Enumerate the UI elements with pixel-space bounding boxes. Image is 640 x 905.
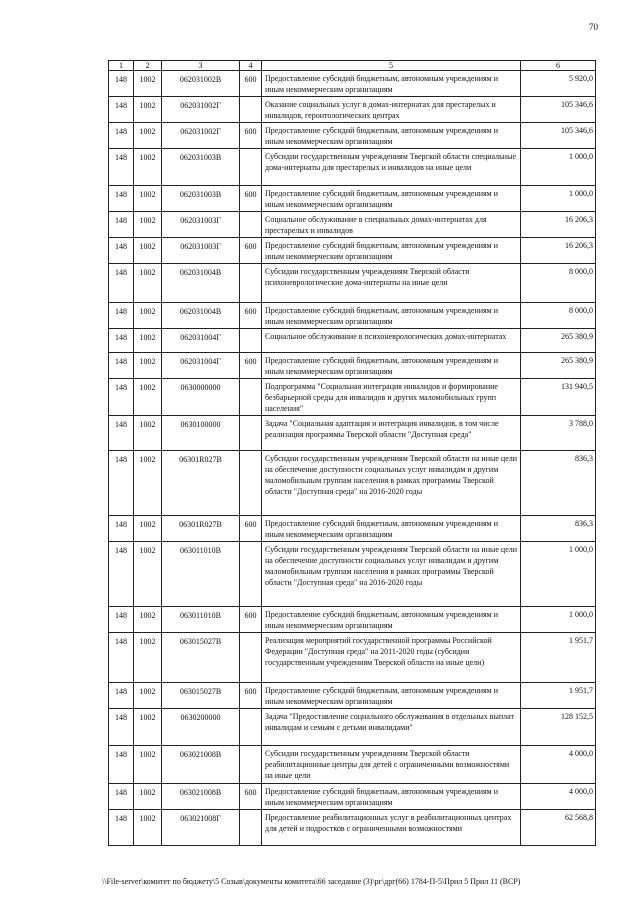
table-row (109, 353, 596, 379)
cell-section-code: 1002 (134, 746, 162, 784)
table-row (109, 607, 596, 633)
cell-admin-code: 148 (109, 633, 134, 683)
column-header-4: 4 (240, 61, 262, 71)
cell-expense-type (240, 264, 262, 303)
cell-section-code: 1002 (134, 123, 162, 149)
cell-expense-type (240, 709, 262, 746)
table-row (109, 709, 596, 746)
cell-amount: 105 346,6 (521, 123, 596, 149)
cell-target-article: 062031003Г (162, 238, 240, 264)
cell-section-code: 1002 (134, 149, 162, 186)
cell-expense-type (240, 810, 262, 846)
cell-expense-type: 600 (240, 123, 262, 149)
cell-expense-type: 600 (240, 186, 262, 212)
cell-admin-code: 148 (109, 212, 134, 238)
cell-admin-code: 148 (109, 683, 134, 709)
cell-description: Предоставление реабилитационных услуг в реабилитационных центрах для детей и подростков с ограниченными возможностями (262, 810, 521, 846)
table-row (109, 97, 596, 123)
cell-target-article: 0630200000 (162, 709, 240, 746)
cell-description: Социальное обслуживание в психоневрологических домах-интернатах (262, 329, 521, 353)
table-row (109, 746, 596, 784)
cell-description: Оказание социальных услуг в домах-интернатах для престарелых и инвалидов, геронтологических центрах (262, 97, 521, 123)
table-row (109, 683, 596, 709)
cell-admin-code: 148 (109, 71, 134, 97)
cell-amount: 4 000,0 (521, 784, 596, 810)
cell-section-code: 1002 (134, 71, 162, 97)
cell-target-article: 062031003В (162, 149, 240, 186)
table-row (109, 516, 596, 542)
cell-expense-type: 600 (240, 784, 262, 810)
cell-expense-type (240, 149, 262, 186)
cell-section-code: 1002 (134, 683, 162, 709)
cell-description: Субсидии государственным учреждениям Тверской области специальные дома-интернаты для престарелых и инвалидов на иные цели (262, 149, 521, 186)
cell-admin-code: 148 (109, 123, 134, 149)
cell-amount: 5 920,0 (521, 71, 596, 97)
cell-section-code: 1002 (134, 379, 162, 416)
cell-admin-code: 148 (109, 810, 134, 846)
cell-admin-code: 148 (109, 186, 134, 212)
table-row (109, 238, 596, 264)
cell-description: Задача "Социальная адаптация и интеграция инвалидов, в том числе реализация программы Тверской области "Доступная среда" (262, 416, 521, 451)
cell-section-code: 1002 (134, 186, 162, 212)
cell-target-article: 0630000000 (162, 379, 240, 416)
cell-amount: 16 206,3 (521, 238, 596, 264)
cell-amount: 1 000,0 (521, 607, 596, 633)
cell-target-article: 062031002В (162, 71, 240, 97)
cell-amount: 105 346,6 (521, 97, 596, 123)
cell-expense-type: 600 (240, 238, 262, 264)
cell-section-code: 1002 (134, 542, 162, 607)
cell-target-article: 063021008В (162, 746, 240, 784)
cell-target-article: 062031002Г (162, 97, 240, 123)
cell-target-article: 062031004В (162, 264, 240, 303)
cell-admin-code: 148 (109, 746, 134, 784)
cell-section-code: 1002 (134, 329, 162, 353)
cell-expense-type: 600 (240, 303, 262, 329)
cell-description: Субсидии государственным учреждениям Тверской области психоневрологические дома-интернаты на иные цели (262, 264, 521, 303)
cell-section-code: 1002 (134, 516, 162, 542)
cell-description: Предоставление субсидий бюджетным, автономным учреждениям и иным некоммерческим организациям (262, 71, 521, 97)
cell-section-code: 1002 (134, 238, 162, 264)
cell-admin-code: 148 (109, 542, 134, 607)
cell-description: Социальное обслуживание в специальных домах-интернатах для престарелых и инвалидов (262, 212, 521, 238)
table-row (109, 71, 596, 97)
table-row (109, 633, 596, 683)
cell-section-code: 1002 (134, 784, 162, 810)
cell-section-code: 1002 (134, 303, 162, 329)
cell-expense-type: 600 (240, 607, 262, 633)
cell-amount: 836,3 (521, 451, 596, 516)
cell-expense-type (240, 542, 262, 607)
column-header-6: 6 (521, 61, 596, 71)
table-row (109, 186, 596, 212)
cell-target-article: 063015027В (162, 683, 240, 709)
cell-amount: 1 951,7 (521, 683, 596, 709)
cell-amount: 8 000,0 (521, 264, 596, 303)
cell-amount: 1 000,0 (521, 542, 596, 607)
cell-description: Предоставление субсидий бюджетным, автономным учреждениям и иным некоммерческим организациям (262, 123, 521, 149)
cell-description: Предоставление субсидий бюджетным, автономным учреждениям и иным некоммерческим организациям (262, 683, 521, 709)
page-number: 70 (589, 22, 598, 32)
cell-amount: 265 380,9 (521, 329, 596, 353)
cell-description: Реализация мероприятий государственной программы Российской Федерации "Доступная среда" на 2011-2020 годы (субсидии государственным учреждениям Тверской области на иные цели) (262, 633, 521, 683)
cell-description: Предоставление субсидий бюджетным, автономным учреждениям и иным некоммерческим организациям (262, 303, 521, 329)
cell-admin-code: 148 (109, 416, 134, 451)
cell-section-code: 1002 (134, 212, 162, 238)
cell-target-article: 06301R027В (162, 451, 240, 516)
cell-description: Предоставление субсидий бюджетным, автономным учреждениям и иным некоммерческим организациям (262, 238, 521, 264)
table-row (109, 264, 596, 303)
cell-amount: 16 206,3 (521, 212, 596, 238)
cell-amount: 62 568,8 (521, 810, 596, 846)
cell-admin-code: 148 (109, 709, 134, 746)
column-header-1: 1 (109, 61, 134, 71)
table-row (109, 542, 596, 607)
cell-section-code: 1002 (134, 607, 162, 633)
cell-expense-type (240, 746, 262, 784)
cell-amount: 3 788,0 (521, 416, 596, 451)
cell-amount: 1 000,0 (521, 186, 596, 212)
table-row (109, 416, 596, 451)
cell-admin-code: 148 (109, 264, 134, 303)
cell-expense-type: 600 (240, 683, 262, 709)
cell-expense-type (240, 416, 262, 451)
cell-description: Субсидии государственным учреждениям Тверской области на иные цели на обеспечение доступности социальных услуг инвалидам и другим маломобильным группам населения в рамках программы Тверской области "Доступная среда" на 2016-2020 годы (262, 542, 521, 607)
cell-target-article: 0630100000 (162, 416, 240, 451)
cell-expense-type (240, 329, 262, 353)
cell-target-article: 062031003В (162, 186, 240, 212)
cell-admin-code: 148 (109, 784, 134, 810)
cell-description: Предоставление субсидий бюджетным, автономным учреждениям и иным некоммерческим организациям (262, 784, 521, 810)
cell-description: Задача "Предоставление социального обслуживания в отдельных выплат инвалидам и семьям с детьми инвалидами" (262, 709, 521, 746)
cell-target-article: 063015027В (162, 633, 240, 683)
cell-expense-type (240, 97, 262, 123)
cell-admin-code: 148 (109, 329, 134, 353)
cell-target-article: 062031004Г (162, 353, 240, 379)
cell-admin-code: 148 (109, 379, 134, 416)
cell-amount: 265 380,9 (521, 353, 596, 379)
cell-target-article: 063011010В (162, 542, 240, 607)
cell-admin-code: 148 (109, 238, 134, 264)
cell-section-code: 1002 (134, 353, 162, 379)
cell-section-code: 1002 (134, 709, 162, 746)
cell-section-code: 1002 (134, 810, 162, 846)
cell-expense-type (240, 633, 262, 683)
cell-target-article: 063011010В (162, 607, 240, 633)
column-header-5: 5 (262, 61, 521, 71)
cell-description: Предоставление субсидий бюджетным, автономным учреждениям и иным некоммерческим организациям (262, 607, 521, 633)
table-row (109, 379, 596, 416)
cell-admin-code: 148 (109, 607, 134, 633)
cell-amount: 128 152,5 (521, 709, 596, 746)
table-row (109, 810, 596, 846)
cell-target-article: 062031004Г (162, 329, 240, 353)
column-header-2: 2 (134, 61, 162, 71)
cell-amount: 836,3 (521, 516, 596, 542)
cell-admin-code: 148 (109, 451, 134, 516)
cell-amount: 4 000,0 (521, 746, 596, 784)
cell-expense-type: 600 (240, 353, 262, 379)
cell-admin-code: 148 (109, 97, 134, 123)
cell-section-code: 1002 (134, 97, 162, 123)
cell-section-code: 1002 (134, 264, 162, 303)
column-header-3: 3 (162, 61, 240, 71)
cell-description: Предоставление субсидий бюджетным, автономным учреждениям и иным некоммерческим организациям (262, 353, 521, 379)
cell-expense-type: 600 (240, 516, 262, 542)
cell-amount: 1 000,0 (521, 149, 596, 186)
cell-target-article: 062031003Г (162, 212, 240, 238)
footer-file-path: \\File-server\комитет по бюджету\5 Созыв\документы комитета\66 заседание (3)\рг\дрг(66) 1784-П-5\Прил 5 Прил 11 (ВСР) (102, 877, 521, 886)
table-row (109, 149, 596, 186)
cell-expense-type: 600 (240, 71, 262, 97)
cell-section-code: 1002 (134, 416, 162, 451)
budget-table (108, 60, 596, 846)
cell-target-article: 062031002Г (162, 123, 240, 149)
cell-target-article: 063021008В (162, 784, 240, 810)
cell-admin-code: 148 (109, 353, 134, 379)
cell-description: Субсидии государственным учреждениям Тверской области на иные цели на обеспечение доступности социальных услуг инвалидам и другим маломобильным группам населения в рамках программы Тверской области "Доступная среда" на 2016-2020 годы (262, 451, 521, 516)
cell-expense-type (240, 379, 262, 416)
cell-amount: 131 940,5 (521, 379, 596, 416)
table-row (109, 303, 596, 329)
cell-expense-type (240, 451, 262, 516)
table-row (109, 329, 596, 353)
table-row (109, 451, 596, 516)
cell-section-code: 1002 (134, 633, 162, 683)
cell-amount: 1 951,7 (521, 633, 596, 683)
cell-expense-type (240, 212, 262, 238)
table-row (109, 784, 596, 810)
cell-admin-code: 148 (109, 303, 134, 329)
cell-target-article: 063021008Г (162, 810, 240, 846)
cell-amount: 8 000,0 (521, 303, 596, 329)
table-header-row (109, 61, 596, 71)
cell-admin-code: 148 (109, 516, 134, 542)
cell-description: Подпрограмма "Социальная интеграция инвалидов и формирование безбарьерной среды для инвалидов и других маломобильных групп населения" (262, 379, 521, 416)
cell-description: Предоставление субсидий бюджетным, автономным учреждениям и иным некоммерческим организациям (262, 186, 521, 212)
cell-description: Предоставление субсидий бюджетным, автономным учреждениям и иным некоммерческим организациям (262, 516, 521, 542)
table-row (109, 212, 596, 238)
cell-section-code: 1002 (134, 451, 162, 516)
cell-admin-code: 148 (109, 149, 134, 186)
cell-target-article: 06301R027В (162, 516, 240, 542)
cell-description: Субсидии государственным учреждениям Тверской области реабилитационные центры для детей с ограниченными возможностями на иные цели (262, 746, 521, 784)
cell-target-article: 062031004В (162, 303, 240, 329)
table-row (109, 123, 596, 149)
